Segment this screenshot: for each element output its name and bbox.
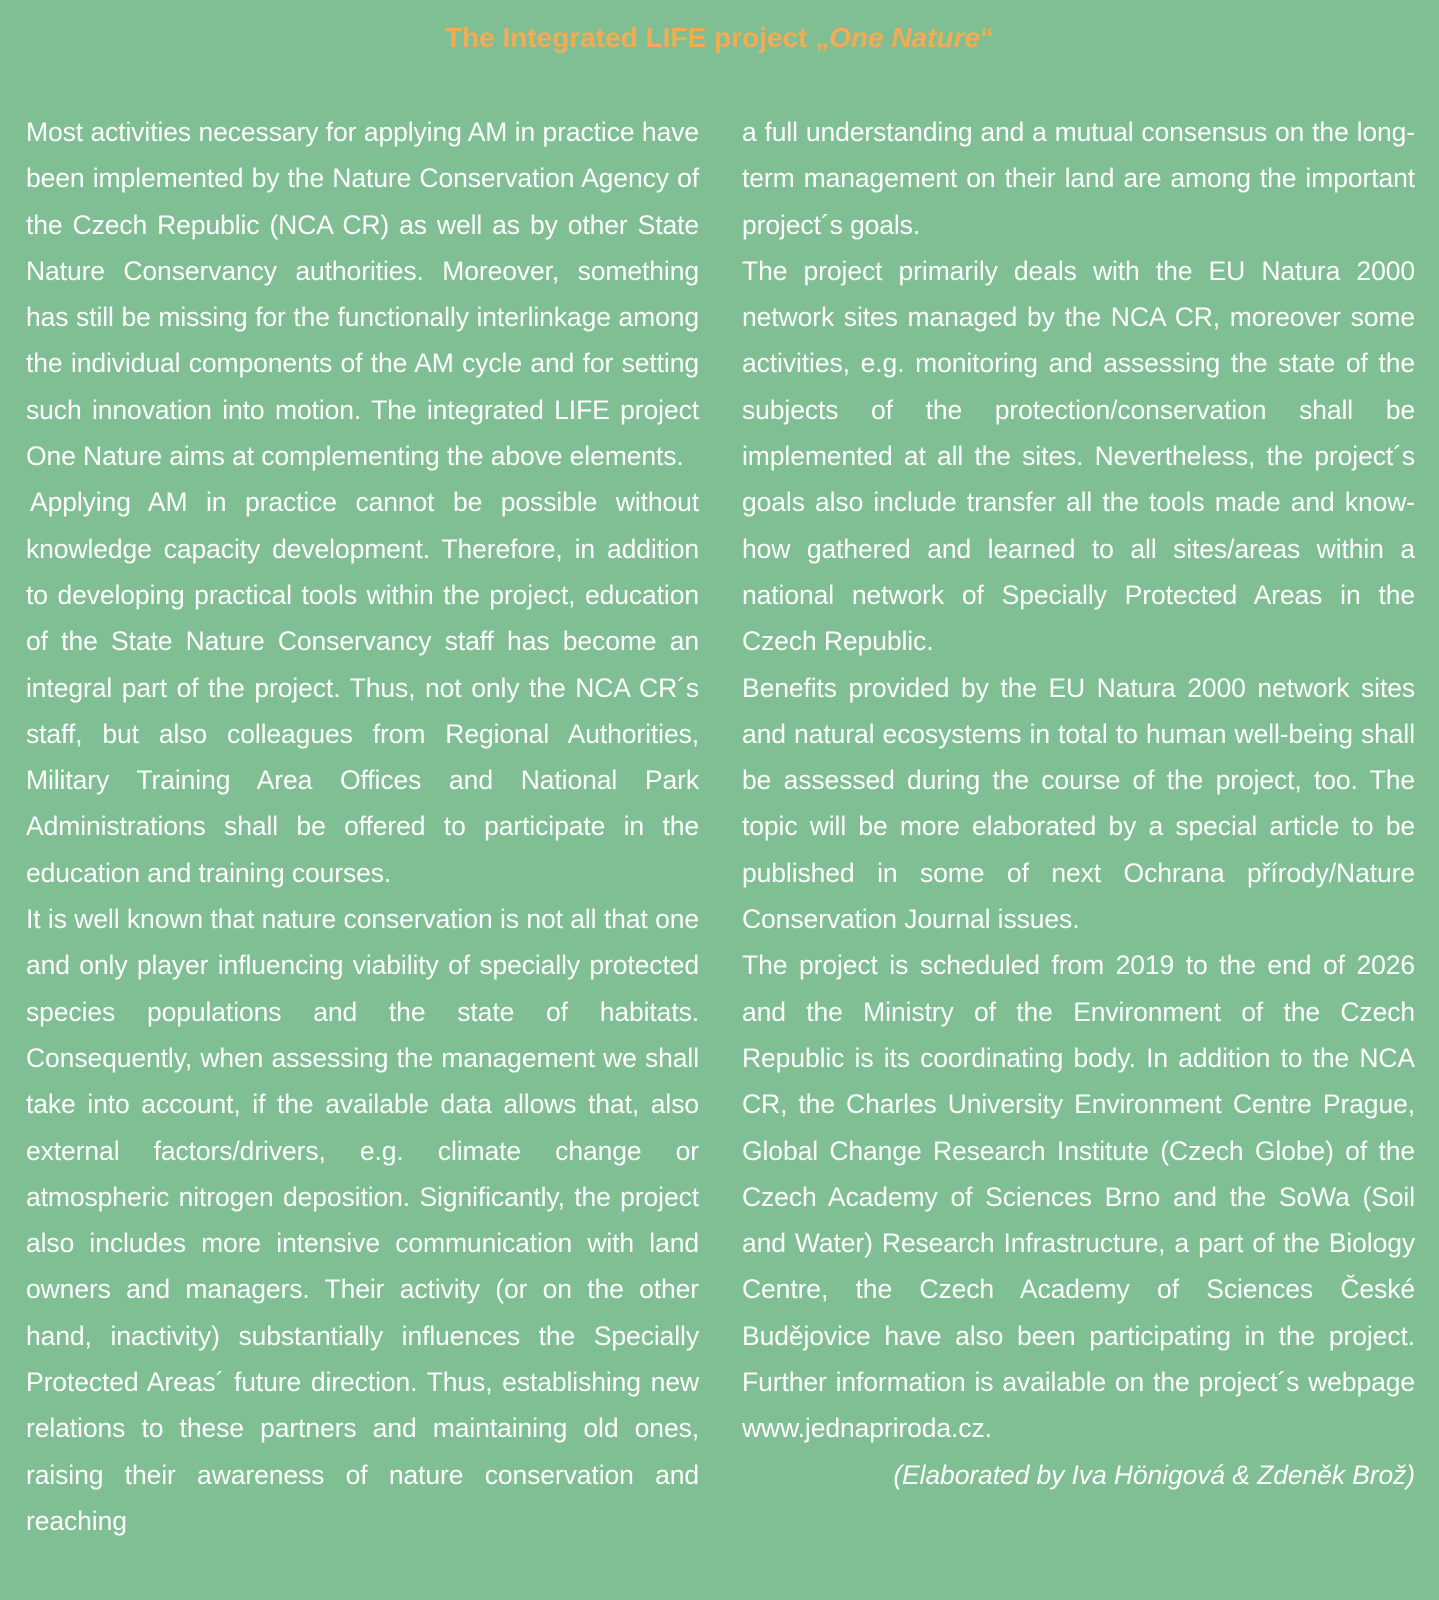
right-paragraph-1: a full understanding and a mutual consensus on the long-term management on their land are among the important project´s goals.	[742, 117, 1415, 240]
title-prefix: The Integrated LIFE project „	[444, 22, 830, 53]
left-column	[26, 109, 699, 1544]
right-column	[742, 109, 1415, 1498]
right-paragraph-3: Benefits provided by the EU Natura 2000 network sites and natural ecosystems in total to human well-being shall be assessed during the course of the project, too. The topic will be more elaborated by a special article to be published in some of next Ochrana přírody/Nature Conservation Journal issues.	[742, 672, 1415, 935]
title-suffix: “	[980, 22, 995, 53]
right-paragraph-2: The project primarily deals with the EU Natura 2000 network sites managed by the NCA CR, moreover some activities, e.g. monitoring and assessing the state of the subjects of the protection/conservation shall be implemented at all the sites. Nevertheless, the project´s goals also include transfer all the tools made and know-how gathered and learned to all sites/areas within a national network of Specially Protected Areas in the Czech Republic.	[742, 255, 1415, 657]
author-credit: (Elaborated by Iva Hönigová & Zdeněk Brož)	[893, 1459, 1415, 1490]
left-paragraph-2: Applying AM in practice cannot be possible without knowledge capacity development. Therefore, in addition to developing practical tools within the project, education of the State Nature Conservancy staff has become an integral part of the project. Thus, not only the NCA CR´s staff, but also colleagues from Regional Authorities, Military Training Area Offices and National Park Administrations shall be offered to participate in the education and training courses.	[26, 487, 699, 888]
left-paragraph-3: It is well known that nature conservation is not all that one and only player influencing viability of specially protected species populations and the state of habitats. Consequently, when assessing the management we shall take into account, if the available data allows that, also external factors/drivers, e.g. climate change or atmospheric nitrogen deposition. Significantly, the project also includes more intensive communication with land owners and managers. Their activity (or on the other hand, inactivity) substantially influences the Specially Protected Areas´ future direction. Thus, establishing new relations to these partners and maintaining old ones, raising their awareness of nature conservation and reaching	[26, 904, 699, 1536]
page-title	[0, 18, 1439, 58]
right-paragraph-4: The project is scheduled from 2019 to the end of 2026 and the Ministry of the Environment of the Czech Republic is its coordinating body. In addition to the NCA CR, the Charles University Environment Centre Prague, Global Change Research Institute (Czech Globe) of the Czech Academy of Sciences Brno and the SoWa (Soil and Water) Research Infrastructure, a part of the Biology Centre, the Czech Academy of Sciences České Budějovice have also been participating in the project. Further information is available on the project´s webpage www.jednapriroda.cz.	[742, 950, 1415, 1444]
title-italic-part: One Nature	[829, 22, 981, 53]
left-paragraph-1: Most activities necessary for applying AM in practice have been implemented by the Nature Conservation Agency of the Czech Republic (NCA CR) as well as by other State Nature Conservancy authorities. Moreover, something has still be missing for the functionally interlinkage among the individual components of the AM cycle and for setting such innovation into motion. The integrated LIFE project One Nature aims at complementing the above elements.	[26, 117, 699, 472]
